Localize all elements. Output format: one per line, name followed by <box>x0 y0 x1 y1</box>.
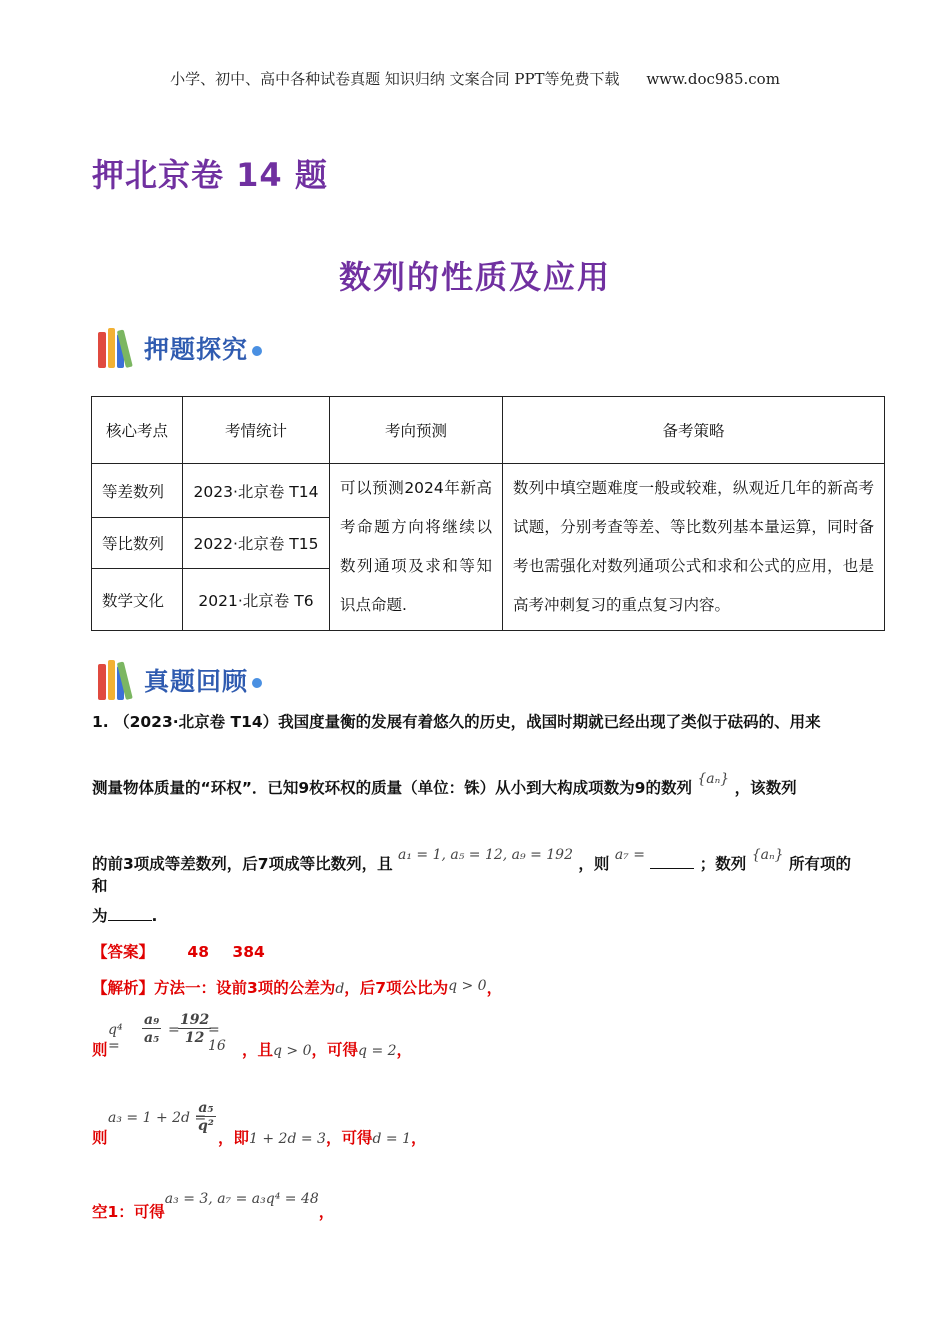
table-cell-stat: 2021·北京卷 T6 <box>183 569 330 631</box>
analysis-text: 方法一：设前3项的公差为 <box>154 979 336 997</box>
question-text: 为 <box>92 907 108 925</box>
analysis-text: ， <box>486 979 503 997</box>
question-line-1 <box>92 710 862 732</box>
analysis-line-4 <box>92 1186 334 1226</box>
question-text: 的前3项成等差数列，后7项成等比数列，且 <box>92 855 393 873</box>
math-a3-a7: a₃ = 3, a₇ = a₃q⁴ = 48 <box>164 1191 319 1207</box>
question-text: 所有项的和 <box>92 855 851 895</box>
analysis-line-2-tail <box>242 1038 412 1060</box>
analysis-line-1 <box>92 976 502 998</box>
analysis-text: ，可得 <box>325 1129 373 1147</box>
question-line-3 <box>92 847 862 896</box>
analysis-text: ，后7项公比为 <box>344 979 449 997</box>
answer-blank[interactable] <box>650 854 694 869</box>
analysis-text: ， <box>410 1129 427 1147</box>
header-text: 小学、初中、高中各种试卷真题 知识归纳 文案合同 PPT等免费下载 <box>170 70 620 88</box>
answer-label: 【答案】 <box>92 943 155 961</box>
table-header: 考向预测 <box>330 397 503 464</box>
section-explore-label: 押题探究 <box>144 335 249 364</box>
math-eq: = <box>168 1022 180 1038</box>
table-cell-topic: 等比数列 <box>92 518 183 569</box>
table-header: 备考策略 <box>503 397 885 464</box>
analysis-text: ，即 <box>218 1129 250 1147</box>
math-fraction-a9-a5: $\frac{\text{a₉}}{\text{a₅}}$ <box>144 1012 160 1046</box>
books-icon <box>98 328 142 368</box>
table-cell-prediction: 可以预测2024年新高考命题方向将继续以数列通项及求和等知识点命题. <box>330 464 503 631</box>
math-q-positive: q > 0 <box>273 1043 312 1059</box>
exam-table <box>91 396 885 631</box>
question-text: ；数列 <box>699 855 747 873</box>
analysis-text: 则 <box>92 1129 108 1147</box>
section-review-heading <box>98 658 262 702</box>
math-d1: d = 1 <box>372 1131 411 1147</box>
question-number: 1. <box>92 713 109 731</box>
analysis-text: 则 <box>92 1041 108 1059</box>
answer-value-2: 384 <box>232 943 265 961</box>
table-cell-topic: 数学文化 <box>92 569 183 631</box>
question-text: . <box>151 907 158 925</box>
answer-value-1: 48 <box>187 943 209 961</box>
math-q4: q⁴ = <box>108 1022 123 1054</box>
question-text: ，该数列 <box>734 779 797 797</box>
math-d: d <box>335 981 345 997</box>
question-text: ，则 <box>578 855 610 873</box>
analysis-text: ， <box>318 1203 335 1221</box>
page-title: 押北京卷 14 题 <box>92 156 328 194</box>
question-line-2 <box>92 771 862 798</box>
analysis-text: ，可得 <box>311 1041 359 1059</box>
question-source: （2023·北京卷 T14） <box>114 713 279 731</box>
dot-icon <box>252 346 262 356</box>
math-fraction-192-12: $\frac{192}{12}$ <box>180 1012 210 1046</box>
analysis-label: 【解析】 <box>92 979 155 997</box>
table-cell-stat: 2022·北京卷 T15 <box>183 518 330 569</box>
math-seq: {aₙ} <box>697 771 730 787</box>
analysis-text: ， <box>396 1041 413 1059</box>
dot-icon <box>252 678 262 688</box>
math-a7: a₇ = <box>614 847 645 863</box>
math-fraction-a5-q2: $\frac{\text{a₅}}{\text{q²}}$ <box>198 1100 214 1134</box>
section-review-label: 真题回顾 <box>144 667 249 696</box>
analysis-text: ，且 <box>242 1041 274 1059</box>
math-seq: {aₙ} <box>751 847 784 863</box>
section-explore-heading <box>98 326 262 370</box>
analysis-text: 空1：可得 <box>92 1203 165 1221</box>
question-line-4 <box>92 904 862 926</box>
math-a3-eq: a₃ = 1 + 2d = <box>108 1110 207 1126</box>
header-url[interactable]: www.doc985.com <box>646 70 780 88</box>
math-eq3: 1 + 2d = 3 <box>249 1131 326 1147</box>
math-eq16: = 16 <box>208 1022 226 1054</box>
page-header <box>0 68 950 89</box>
table-header: 考情统计 <box>183 397 330 464</box>
table-cell-strategy: 数列中填空题难度一般或较难，纵观近几年的新高考试题，分别考查等差、等比数列基本量运算，同时备考也需强化对数列通项公式和求和公式的应用，也是高考冲刺复习的重点复习内容。 <box>503 464 885 631</box>
math-q2: q = 2 <box>358 1043 397 1059</box>
table-cell-stat: 2023·北京卷 T14 <box>183 464 330 518</box>
math-q-positive: q > 0 <box>448 978 487 994</box>
page-subtitle: 数列的性质及应用 <box>338 258 611 296</box>
analysis-line-3-tail <box>218 1126 427 1148</box>
table-header: 核心考点 <box>92 397 183 464</box>
question-text: 我国度量衡的发展有着悠久的历史，战国时期就已经出现了类似于砝码的、用来 <box>278 713 821 731</box>
answer-line <box>92 940 265 962</box>
answer-blank[interactable] <box>108 906 152 921</box>
math-condition: a₁ = 1, a₅ = 12, a₉ = 192 <box>397 847 573 863</box>
table-cell-topic: 等差数列 <box>92 464 183 518</box>
question-text: 测量物体质量的“环权”．已知9枚环权的质量（单位：铢）从小到大构成项数为9的数列 <box>92 779 692 797</box>
books-icon <box>98 660 142 700</box>
